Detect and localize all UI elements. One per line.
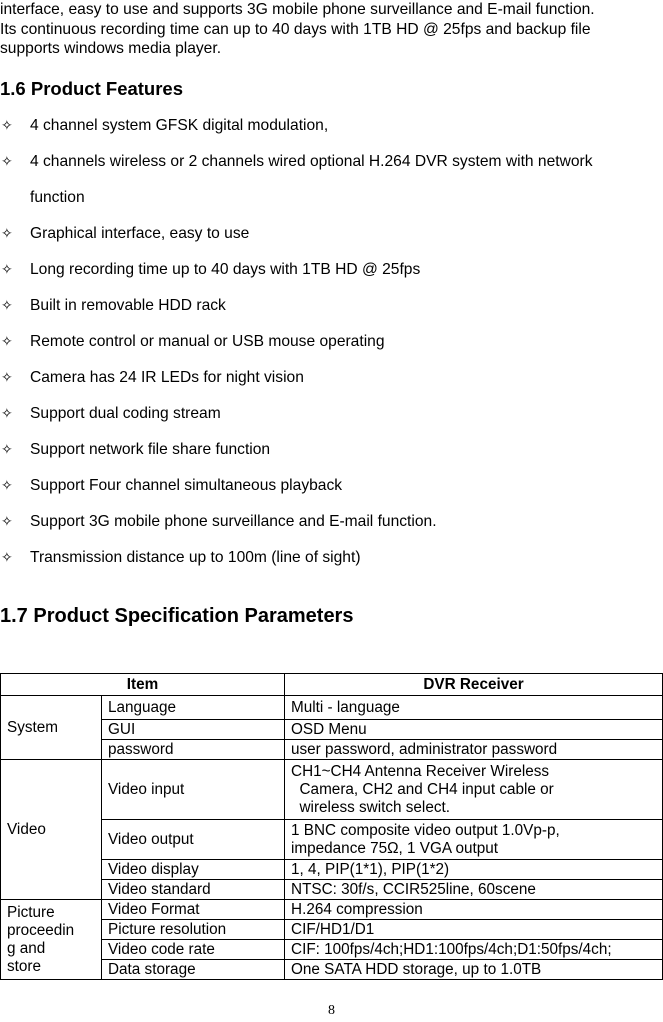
diamond-bullet-icon: ✧	[1, 442, 13, 458]
header-dvr-receiver: DVR Receiver	[285, 674, 663, 696]
intro-paragraph: interface, easy to use and supports 3G mobile phone surveillance and E-mail function. Its continuous recording time can up to 40 days with 1TB HD @ 25fps and backup file supports windows media player.	[0, 1, 595, 57]
group-name-cell: Video	[1, 760, 102, 900]
param-cell: Video Format	[102, 900, 285, 920]
value-cell: 1 BNC composite video output 1.0Vp-p, impedance 75Ω, 1 VGA output	[285, 820, 663, 860]
diamond-bullet-icon: ✧	[1, 478, 13, 494]
group-name-cell: System	[1, 696, 102, 760]
feature-text: Support network file share function	[30, 441, 271, 458]
feature-text: Graphical interface, easy to use	[30, 225, 250, 242]
feature-text: Transmission distance up to 100m (line of sight)	[30, 549, 361, 566]
table-row	[1, 696, 663, 720]
feature-text: Long recording time up to 40 days with 1TB HD @ 25fps	[30, 261, 421, 278]
diamond-bullet-icon: ✧	[1, 406, 13, 422]
feature-item	[0, 144, 663, 216]
param-cell: GUI	[102, 720, 285, 740]
param-cell: Video display	[102, 860, 285, 880]
param-cell: Picture resolution	[102, 920, 285, 940]
param-cell: Video output	[102, 820, 285, 860]
feature-item	[0, 324, 663, 360]
param-cell: Video input	[102, 760, 285, 820]
value-cell: One SATA HDD storage, up to 1.0TB	[285, 960, 663, 980]
diamond-bullet-icon: ✧	[1, 118, 13, 134]
feature-item	[0, 252, 663, 288]
feature-text: 4 channels wireless or 2 channels wired optional H.264 DVR system with network	[30, 153, 593, 170]
feature-text: Support 3G mobile phone surveillance and E-mail function.	[30, 513, 437, 530]
feature-text: 4 channel system GFSK digital modulation,	[30, 117, 329, 134]
feature-item	[0, 360, 663, 396]
table-row	[1, 760, 663, 820]
page-number: 8	[328, 1003, 335, 1018]
feature-text: Support dual coding stream	[30, 405, 221, 422]
value-cell: CIF: 100fps/4ch;HD1:100fps/4ch;D1:50fps/4ch;	[285, 940, 663, 960]
features-heading: 1.6 Product Features	[0, 78, 184, 99]
feature-item	[0, 396, 663, 432]
feature-text: Camera has 24 IR LEDs for night vision	[30, 369, 304, 386]
value-cell: Multi - language	[285, 696, 663, 720]
value-cell: CIF/HD1/D1	[285, 920, 663, 940]
diamond-bullet-icon: ✧	[1, 370, 13, 386]
param-cell: password	[102, 740, 285, 760]
feature-item	[0, 468, 663, 504]
feature-text: Built in removable HDD rack	[30, 297, 226, 314]
param-cell: Language	[102, 696, 285, 720]
feature-item	[0, 288, 663, 324]
feature-text-continued: function	[30, 189, 85, 206]
value-cell: CH1~CH4 Antenna Receiver Wireless Camera, CH2 and CH4 input cable or wireless switch select.	[285, 760, 663, 820]
feature-item	[0, 504, 663, 540]
feature-text: Remote control or manual or USB mouse operating	[30, 333, 385, 350]
spec-heading: 1.7 Product Specification Parameters	[0, 605, 354, 627]
feature-item	[0, 108, 663, 144]
diamond-bullet-icon: ✧	[1, 298, 13, 314]
value-cell: NTSC: 30f/s, CCIR525line, 60scene	[285, 880, 663, 900]
value-cell: user password, administrator password	[285, 740, 663, 760]
diamond-bullet-icon: ✧	[1, 154, 13, 170]
table-row	[1, 900, 663, 920]
diamond-bullet-icon: ✧	[1, 262, 13, 278]
feature-item	[0, 216, 663, 252]
spec-table	[0, 673, 663, 980]
param-cell: Video code rate	[102, 940, 285, 960]
param-cell: Data storage	[102, 960, 285, 980]
diamond-bullet-icon: ✧	[1, 226, 13, 242]
header-item: Item	[1, 674, 285, 696]
feature-item	[0, 432, 663, 468]
value-cell: 1, 4, PIP(1*1), PIP(1*2)	[285, 860, 663, 880]
param-cell: Video standard	[102, 880, 285, 900]
spec-table-header-row	[1, 674, 663, 696]
group-name-cell: Picture proceedin g and store	[1, 900, 102, 980]
feature-item	[0, 540, 663, 576]
diamond-bullet-icon: ✧	[1, 514, 13, 530]
diamond-bullet-icon: ✧	[1, 334, 13, 350]
feature-text: Support Four channel simultaneous playback	[30, 477, 343, 494]
features-list	[0, 108, 663, 576]
value-cell: OSD Menu	[285, 720, 663, 740]
diamond-bullet-icon: ✧	[1, 550, 13, 566]
value-cell: H.264 compression	[285, 900, 663, 920]
